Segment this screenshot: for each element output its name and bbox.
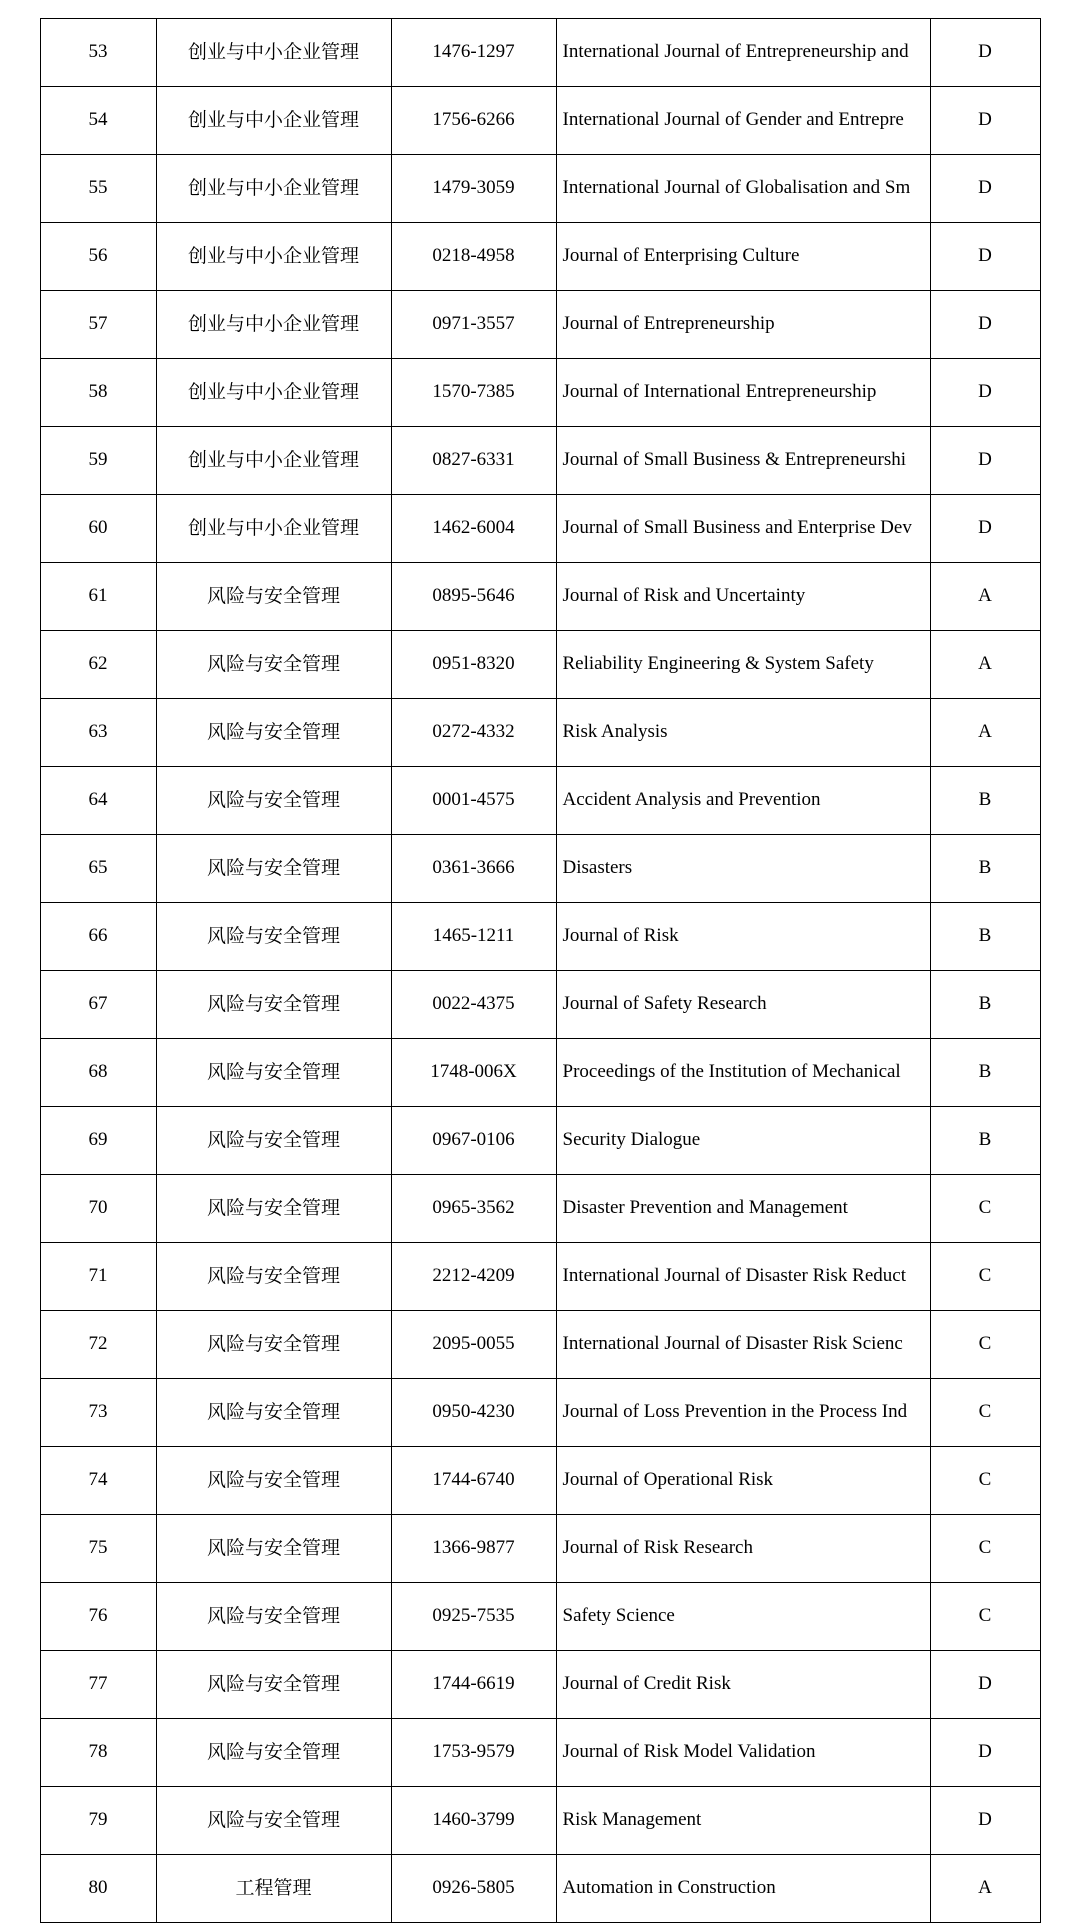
cell-discipline: 风险与安全管理 — [156, 1107, 391, 1175]
cell-no: 59 — [40, 427, 156, 495]
cell-issn: 1460-3799 — [391, 1787, 556, 1855]
cell-title: Journal of Safety Research — [556, 971, 930, 1039]
cell-no: 62 — [40, 631, 156, 699]
table-row — [40, 291, 1040, 359]
cell-discipline: 风险与安全管理 — [156, 1379, 391, 1447]
cell-discipline: 创业与中小企业管理 — [156, 291, 391, 359]
cell-no: 56 — [40, 223, 156, 291]
table-row — [40, 19, 1040, 87]
cell-title: International Journal of Gender and Entrepre — [556, 87, 930, 155]
cell-discipline: 工程管理 — [156, 1855, 391, 1923]
table-row — [40, 1243, 1040, 1311]
cell-issn: 1570-7385 — [391, 359, 556, 427]
cell-title: Journal of Small Business and Enterprise Dev — [556, 495, 930, 563]
cell-no: 55 — [40, 155, 156, 223]
cell-discipline: 风险与安全管理 — [156, 1039, 391, 1107]
cell-issn: 1748-006X — [391, 1039, 556, 1107]
cell-no: 66 — [40, 903, 156, 971]
cell-issn: 0925-7535 — [391, 1583, 556, 1651]
cell-discipline: 风险与安全管理 — [156, 1311, 391, 1379]
cell-grade: C — [930, 1243, 1040, 1311]
cell-title: Accident Analysis and Prevention — [556, 767, 930, 835]
cell-title: Journal of Small Business & Entrepreneurshi — [556, 427, 930, 495]
cell-no: 74 — [40, 1447, 156, 1515]
cell-grade: C — [930, 1515, 1040, 1583]
cell-title: Risk Analysis — [556, 699, 930, 767]
cell-issn: 1479-3059 — [391, 155, 556, 223]
cell-no: 64 — [40, 767, 156, 835]
cell-no: 60 — [40, 495, 156, 563]
cell-title: International Journal of Globalisation and Sm — [556, 155, 930, 223]
cell-issn: 1753-9579 — [391, 1719, 556, 1787]
cell-issn: 0001-4575 — [391, 767, 556, 835]
cell-discipline: 风险与安全管理 — [156, 903, 391, 971]
table-row — [40, 155, 1040, 223]
table-row — [40, 563, 1040, 631]
cell-issn: 1462-6004 — [391, 495, 556, 563]
cell-no: 58 — [40, 359, 156, 427]
cell-grade: B — [930, 1039, 1040, 1107]
table-row — [40, 1311, 1040, 1379]
cell-discipline: 风险与安全管理 — [156, 1447, 391, 1515]
cell-issn: 0971-3557 — [391, 291, 556, 359]
table-row — [40, 359, 1040, 427]
cell-grade: D — [930, 1719, 1040, 1787]
cell-grade: D — [930, 87, 1040, 155]
cell-issn: 0272-4332 — [391, 699, 556, 767]
cell-no: 72 — [40, 1311, 156, 1379]
cell-issn: 1744-6740 — [391, 1447, 556, 1515]
cell-grade: C — [930, 1311, 1040, 1379]
table-row — [40, 495, 1040, 563]
cell-issn: 2095-0055 — [391, 1311, 556, 1379]
cell-title: Proceedings of the Institution of Mechanical — [556, 1039, 930, 1107]
cell-discipline: 创业与中小企业管理 — [156, 223, 391, 291]
cell-title: Journal of Entrepreneurship — [556, 291, 930, 359]
cell-title: Safety Science — [556, 1583, 930, 1651]
cell-title: Journal of Credit Risk — [556, 1651, 930, 1719]
cell-no: 79 — [40, 1787, 156, 1855]
cell-discipline: 创业与中小企业管理 — [156, 155, 391, 223]
cell-no: 76 — [40, 1583, 156, 1651]
cell-grade: C — [930, 1175, 1040, 1243]
cell-no: 77 — [40, 1651, 156, 1719]
cell-title: Journal of Loss Prevention in the Process Ind — [556, 1379, 930, 1447]
cell-title: International Journal of Disaster Risk Reduct — [556, 1243, 930, 1311]
cell-title: Disasters — [556, 835, 930, 903]
cell-issn: 0951-8320 — [391, 631, 556, 699]
cell-issn: 0361-3666 — [391, 835, 556, 903]
cell-grade: D — [930, 495, 1040, 563]
cell-title: Disaster Prevention and Management — [556, 1175, 930, 1243]
cell-title: Journal of Risk and Uncertainty — [556, 563, 930, 631]
table-row — [40, 971, 1040, 1039]
cell-issn: 0827-6331 — [391, 427, 556, 495]
cell-title: Journal of Enterprising Culture — [556, 223, 930, 291]
cell-issn: 1756-6266 — [391, 87, 556, 155]
cell-discipline: 创业与中小企业管理 — [156, 427, 391, 495]
table-row — [40, 1651, 1040, 1719]
table-row — [40, 631, 1040, 699]
cell-discipline: 风险与安全管理 — [156, 699, 391, 767]
cell-discipline: 风险与安全管理 — [156, 1651, 391, 1719]
cell-issn: 1744-6619 — [391, 1651, 556, 1719]
cell-grade: A — [930, 631, 1040, 699]
table-row — [40, 427, 1040, 495]
table-row — [40, 767, 1040, 835]
cell-title: Journal of Operational Risk — [556, 1447, 930, 1515]
cell-discipline: 风险与安全管理 — [156, 1175, 391, 1243]
cell-discipline: 风险与安全管理 — [156, 1515, 391, 1583]
cell-issn: 0022-4375 — [391, 971, 556, 1039]
cell-no: 80 — [40, 1855, 156, 1923]
cell-no: 53 — [40, 19, 156, 87]
cell-discipline: 创业与中小企业管理 — [156, 495, 391, 563]
cell-issn: 0895-5646 — [391, 563, 556, 631]
table-row — [40, 1719, 1040, 1787]
cell-no: 61 — [40, 563, 156, 631]
cell-no: 65 — [40, 835, 156, 903]
cell-title: International Journal of Disaster Risk Scienc — [556, 1311, 930, 1379]
journal-table-body — [40, 19, 1040, 1923]
cell-grade: B — [930, 971, 1040, 1039]
table-row — [40, 1175, 1040, 1243]
cell-discipline: 风险与安全管理 — [156, 1583, 391, 1651]
cell-title: Journal of Risk Model Validation — [556, 1719, 930, 1787]
cell-grade: D — [930, 1787, 1040, 1855]
cell-no: 75 — [40, 1515, 156, 1583]
cell-grade: C — [930, 1583, 1040, 1651]
table-row — [40, 1379, 1040, 1447]
cell-grade: D — [930, 427, 1040, 495]
cell-grade: B — [930, 903, 1040, 971]
cell-issn: 0950-4230 — [391, 1379, 556, 1447]
cell-title: Reliability Engineering & System Safety — [556, 631, 930, 699]
cell-title: Risk Management — [556, 1787, 930, 1855]
cell-grade: A — [930, 1855, 1040, 1923]
table-row — [40, 1447, 1040, 1515]
table-row — [40, 1515, 1040, 1583]
cell-discipline: 风险与安全管理 — [156, 631, 391, 699]
cell-grade: D — [930, 1651, 1040, 1719]
table-row — [40, 835, 1040, 903]
cell-grade: C — [930, 1379, 1040, 1447]
cell-discipline: 风险与安全管理 — [156, 767, 391, 835]
cell-grade: D — [930, 223, 1040, 291]
cell-discipline: 风险与安全管理 — [156, 1719, 391, 1787]
cell-grade: A — [930, 699, 1040, 767]
cell-title: Security Dialogue — [556, 1107, 930, 1175]
cell-no: 70 — [40, 1175, 156, 1243]
cell-grade: B — [930, 835, 1040, 903]
cell-issn: 1465-1211 — [391, 903, 556, 971]
cell-discipline: 创业与中小企业管理 — [156, 359, 391, 427]
cell-discipline: 风险与安全管理 — [156, 835, 391, 903]
cell-discipline: 风险与安全管理 — [156, 971, 391, 1039]
table-row — [40, 1039, 1040, 1107]
cell-no: 54 — [40, 87, 156, 155]
cell-issn: 2212-4209 — [391, 1243, 556, 1311]
cell-issn: 0967-0106 — [391, 1107, 556, 1175]
cell-title: Journal of Risk — [556, 903, 930, 971]
cell-no: 73 — [40, 1379, 156, 1447]
cell-discipline: 风险与安全管理 — [156, 1787, 391, 1855]
cell-issn: 0926-5805 — [391, 1855, 556, 1923]
cell-grade: D — [930, 155, 1040, 223]
cell-no: 68 — [40, 1039, 156, 1107]
cell-issn: 1366-9877 — [391, 1515, 556, 1583]
cell-no: 69 — [40, 1107, 156, 1175]
cell-no: 71 — [40, 1243, 156, 1311]
cell-discipline: 风险与安全管理 — [156, 1243, 391, 1311]
table-row — [40, 1855, 1040, 1923]
table-row — [40, 1107, 1040, 1175]
cell-grade: D — [930, 291, 1040, 359]
cell-discipline: 风险与安全管理 — [156, 563, 391, 631]
table-row — [40, 87, 1040, 155]
cell-issn: 0218-4958 — [391, 223, 556, 291]
table-row — [40, 1583, 1040, 1651]
cell-title: International Journal of Entrepreneurship and — [556, 19, 930, 87]
cell-grade: D — [930, 359, 1040, 427]
cell-no: 63 — [40, 699, 156, 767]
table-row — [40, 223, 1040, 291]
cell-no: 57 — [40, 291, 156, 359]
cell-grade: C — [930, 1447, 1040, 1515]
table-row — [40, 1787, 1040, 1855]
cell-discipline: 创业与中小企业管理 — [156, 87, 391, 155]
cell-issn: 0965-3562 — [391, 1175, 556, 1243]
cell-title: Journal of Risk Research — [556, 1515, 930, 1583]
cell-title: Automation in Construction — [556, 1855, 930, 1923]
cell-no: 67 — [40, 971, 156, 1039]
cell-grade: B — [930, 767, 1040, 835]
cell-issn: 1476-1297 — [391, 19, 556, 87]
cell-discipline: 创业与中小企业管理 — [156, 19, 391, 87]
table-row — [40, 903, 1040, 971]
cell-grade: A — [930, 563, 1040, 631]
cell-title: Journal of International Entrepreneurship — [556, 359, 930, 427]
table-row — [40, 699, 1040, 767]
cell-grade: B — [930, 1107, 1040, 1175]
journal-list-table — [40, 18, 1041, 1923]
cell-no: 78 — [40, 1719, 156, 1787]
cell-grade: D — [930, 19, 1040, 87]
